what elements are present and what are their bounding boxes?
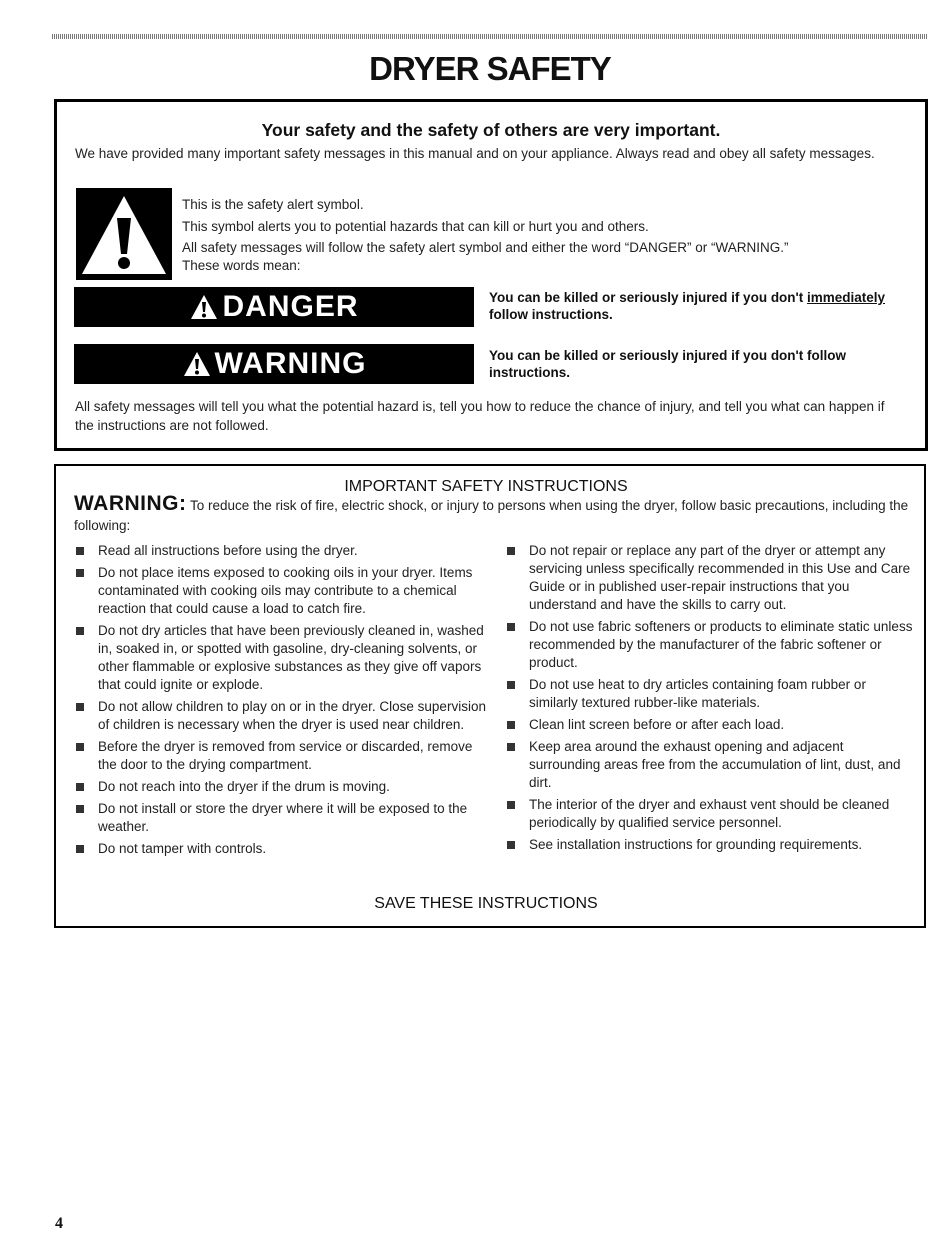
alert-triangle-icon bbox=[182, 350, 212, 378]
symbol-line: These words mean: bbox=[182, 257, 301, 273]
symbol-line: All safety messages will follow the safety alert symbol and either the word “DANGER” or “WARNING.” bbox=[182, 240, 789, 255]
important-instructions-box bbox=[54, 464, 926, 928]
list-item: Keep area around the exhaust opening and adjacent surrounding areas free from the accumulation of lint, dust, and dirt. bbox=[503, 738, 913, 792]
safety-intro-box bbox=[54, 99, 928, 451]
symbol-line: This symbol alerts you to potential hazards that can kill or hurt you and others. bbox=[182, 218, 649, 234]
safety-alert-symbol-icon bbox=[76, 188, 172, 280]
list-item: Do not dry articles that have been previously cleaned in, washed in, soaked in, or spotted with gasoline, dry-cleaning solvents, or other flammable or explosive substances as they give off vapors that could ignite or explode. bbox=[72, 622, 487, 694]
safety-outro-text: All safety messages will tell you what the potential hazard is, tell you how to reduce the chance of injury, and tell you what can happen if the instructions are not followed. bbox=[75, 399, 885, 433]
list-item: Do not use fabric softeners or products to eliminate static unless recommended by the manufacturer of the fabric softener or product. bbox=[503, 618, 913, 672]
list-item: Do not repair or replace any part of the dryer or attempt any servicing unless specifically recommended in this Use and Care Guide or in published user-repair instructions that you understand and have the skills to carry out. bbox=[503, 542, 913, 614]
save-instructions-footer: SAVE THESE INSTRUCTIONS bbox=[374, 895, 598, 912]
list-item: Read all instructions before using the dryer. bbox=[72, 542, 487, 560]
safety-heading: Your safety and the safety of others are very important. bbox=[261, 120, 721, 140]
list-item: Clean lint screen before or after each load. bbox=[503, 716, 913, 734]
symbol-explanation bbox=[182, 194, 902, 276]
warning-signal-bar bbox=[74, 344, 474, 384]
instructions-right-column bbox=[503, 542, 913, 858]
list-item: The interior of the dryer and exhaust vent should be cleaned periodically by qualified service personnel. bbox=[503, 796, 913, 832]
list-item: Before the dryer is removed from service or discarded, remove the door to the drying compartment. bbox=[72, 738, 487, 774]
danger-signal-bar bbox=[74, 287, 474, 327]
danger-meaning-part: follow instructions. bbox=[489, 307, 613, 322]
danger-meaning bbox=[489, 289, 919, 323]
list-item: Do not install or store the dryer where it will be exposed to the weather. bbox=[72, 800, 487, 836]
instructions-heading: IMPORTANT SAFETY INSTRUCTIONS bbox=[344, 478, 628, 495]
list-item: Do not reach into the dryer if the drum is moving. bbox=[72, 778, 487, 796]
warning-meaning: You can be killed or seriously injured if you don't follow instructions. bbox=[489, 348, 846, 380]
alert-triangle-icon bbox=[189, 293, 219, 321]
warning-word: WARNING: bbox=[74, 492, 187, 515]
instructions-left-column bbox=[72, 542, 487, 862]
list-item: Do not allow children to play on or in the dryer. Close supervision of children is necessary when the dryer is used near children. bbox=[72, 698, 487, 734]
danger-meaning-part: You can be killed or seriously injured if you don't bbox=[489, 290, 808, 305]
danger-meaning-emphasis: immediately bbox=[807, 290, 886, 305]
instructions-warning bbox=[74, 494, 914, 536]
list-item: Do not tamper with controls. bbox=[72, 840, 487, 858]
page-number: 4 bbox=[55, 1215, 63, 1232]
list-item: Do not place items exposed to cooking oils in your dryer. Items contaminated with cooking oils may contribute to a chemical reaction that could cause a load to catch fire. bbox=[72, 564, 487, 618]
top-rule bbox=[52, 34, 928, 39]
list-item: Do not use heat to dry articles containing foam rubber or similarly textured rubber-like materials. bbox=[503, 676, 913, 712]
danger-label: DANGER bbox=[222, 290, 359, 323]
warning-statement: To reduce the risk of fire, electric shock, or injury to persons when using the dryer, follow basic precautions, including the following: bbox=[74, 498, 909, 533]
safety-intro-text: We have provided many important safety messages in this manual and on your appliance. Always read and obey all safety messages. bbox=[75, 146, 875, 161]
warning-label: WARNING bbox=[214, 347, 367, 380]
list-item: See installation instructions for grounding requirements. bbox=[503, 836, 913, 854]
page-title: DRYER SAFETY bbox=[369, 50, 611, 87]
symbol-line: This is the safety alert symbol. bbox=[182, 197, 364, 212]
